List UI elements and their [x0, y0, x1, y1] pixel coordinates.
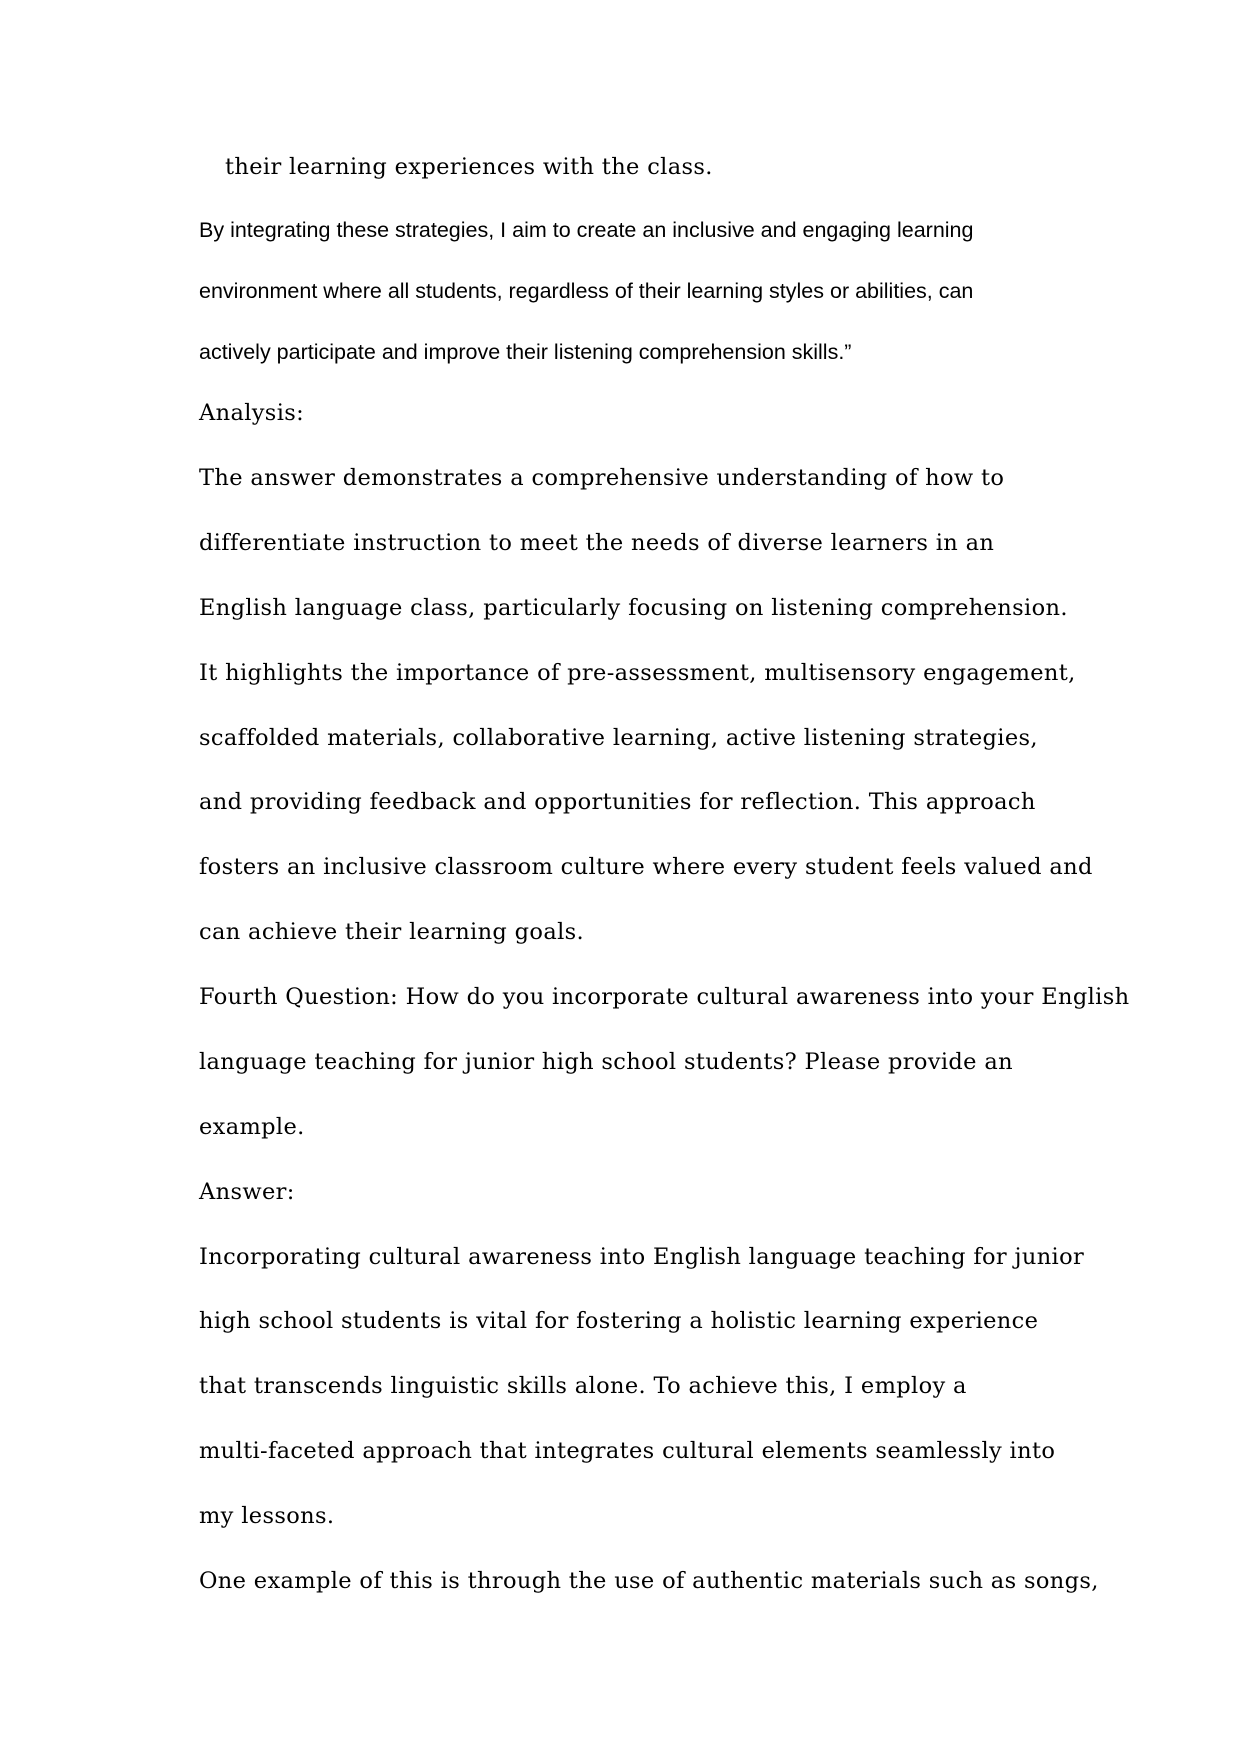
continuation-line: their learning experiences with the class. [225, 154, 713, 180]
answer-p1-line-2: high school students is vital for fostering a holistic learning experience [199, 1308, 1039, 1334]
analysis-heading: Analysis: [199, 400, 305, 426]
analysis-line-1: The answer demonstrates a comprehensive understanding of how to [199, 465, 1005, 491]
analysis-line-5: scaffolded materials, collaborative learning, active listening strategies, [199, 725, 1038, 751]
analysis-line-7: fosters an inclusive classroom culture where every student feels valued and [199, 854, 1093, 880]
analysis-line-8: can achieve their learning goals. [199, 919, 585, 945]
conclusion-line-1: By integrating these strategies, I aim to create an inclusive and engaging learning [199, 218, 974, 242]
fourth-question-line-3: example. [199, 1114, 305, 1140]
answer-heading: Answer: [199, 1179, 295, 1205]
fourth-question-line-1: Fourth Question: How do you incorporate cultural awareness into your English [199, 984, 1130, 1010]
analysis-line-6: and providing feedback and opportunities for reflection. This approach [199, 789, 1036, 815]
analysis-line-2: differentiate instruction to meet the needs of diverse learners in an [199, 530, 995, 556]
fourth-question-line-2: language teaching for junior high school students? Please provide an [199, 1049, 1013, 1075]
conclusion-line-3: actively participate and improve their listening comprehension skills.” [199, 340, 852, 364]
answer-p1-line-3: that transcends linguistic skills alone. To achieve this, I employ a [199, 1373, 967, 1399]
answer-p1-line-1: Incorporating cultural awareness into English language teaching for junior [199, 1244, 1085, 1270]
analysis-line-4: It highlights the importance of pre-assessment, multisensory engagement, [199, 660, 1076, 686]
analysis-line-3: English language class, particularly focusing on listening comprehension. [199, 595, 1068, 621]
answer-p1-line-4: multi-faceted approach that integrates cultural elements seamlessly into [199, 1438, 1056, 1464]
answer-p1-line-5: my lessons. [199, 1503, 335, 1529]
conclusion-line-2: environment where all students, regardless of their learning styles or abilities, can [199, 279, 974, 303]
answer-p2-line-1: One example of this is through the use of authentic materials such as songs, [199, 1568, 1099, 1594]
